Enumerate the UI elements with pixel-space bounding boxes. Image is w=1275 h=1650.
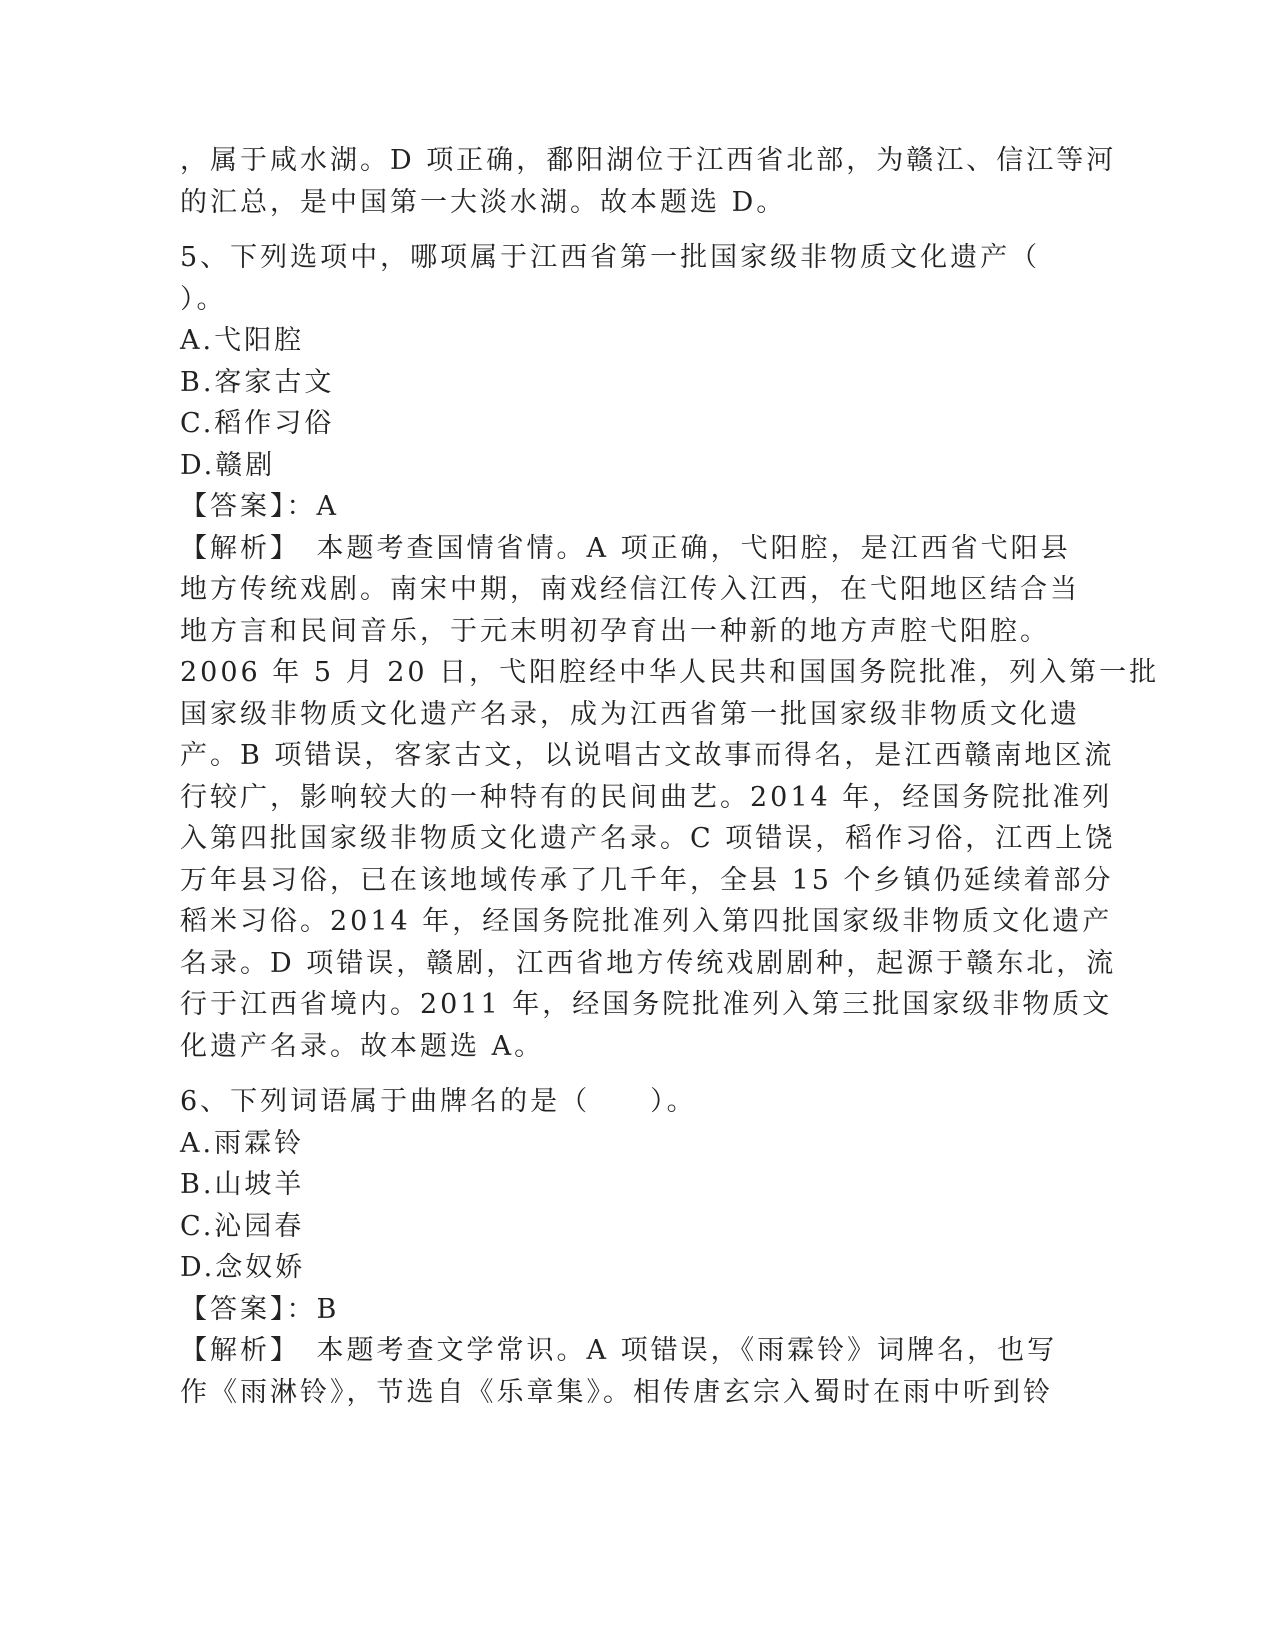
analysis-line: 【解析】 本题考查国情省情。A 项正确，弋阳腔，是江西省弋阳县 — [180, 532, 1071, 564]
option-a: A.弋阳腔 — [180, 325, 305, 356]
question-stem: 5、下列选项中，哪项属于江西省第一批国家级非物质文化遗产（ — [180, 242, 1041, 273]
analysis-line: 行较广，影响较大的一种特有的民间曲艺。2014 年，经国务院批准列 — [180, 781, 1113, 813]
option-b: B.山坡羊 — [180, 1169, 305, 1200]
question-stem: 6、下列词语属于曲牌名的是（ ）。 — [180, 1086, 697, 1117]
analysis-block — [180, 1330, 1058, 1413]
analysis-line: 作《雨淋铃》，节选自《乐章集》。相传唐玄宗入蜀时在雨中听到铃 — [180, 1376, 1053, 1408]
analysis-line: 产。B 项错误，客家古文，以说唱古文故事而得名，是江西赣南地区流 — [180, 740, 1115, 771]
text-line: ，属于咸水湖。D 项正确，鄱阳湖位于江西省北部，为赣江、信江等河 — [180, 145, 1117, 176]
analysis-line: 化遗产名录。故本题选 A。 — [180, 1030, 545, 1062]
spacer — [180, 1067, 1040, 1081]
option-b: B.客家古文 — [180, 366, 335, 398]
analysis-line: 万年县习俗，已在该地域传承了几千年，全县 15 个乡镇仍延续着部分 — [180, 864, 1114, 896]
option-c: C.稻作习俗 — [180, 408, 335, 439]
text-line: 的汇总，是中国第一大淡水湖。故本题选 D。 — [180, 186, 787, 218]
analysis-line: 地方言和民间音乐，于元末明初孕育出一种新的地方声腔弋阳腔。 — [180, 615, 1050, 647]
analysis-line: 行于江西省境内。2011 年，经国务院批准列入第三批国家级非物质文 — [180, 989, 1113, 1020]
analysis-line: 名录。D 项错误，赣剧，江西省地方传统戏剧剧种，起源于赣东北，流 — [180, 947, 1117, 979]
option-c: C.沁园春 — [180, 1210, 305, 1242]
answer-line: 【答案】：A — [180, 491, 339, 522]
analysis-line: 2006 年 5 月 20 日，弋阳腔经中华人民共和国国务院批准，列入第一批 — [180, 657, 1160, 688]
answer-line: 【答案】：B — [180, 1293, 340, 1325]
analysis-line: 地方传统戏剧。南宋中期，南戏经信江传入江西，在弋阳地区结合当 — [180, 574, 1080, 605]
analysis-line: 国家级非物质文化遗产名录，成为江西省第一批国家级非物质文化遗 — [180, 698, 1080, 730]
option-d: D.赣剧 — [180, 449, 276, 481]
option-a: A.雨霖铃 — [180, 1127, 305, 1159]
option-d: D.念奴娇 — [180, 1252, 306, 1283]
document-page — [180, 140, 1160, 1413]
question-6 — [180, 1081, 1058, 1413]
analysis-line: 【解析】 本题考查文学常识。A 项错误，《雨霖铃》词牌名，也写 — [180, 1335, 1058, 1366]
analysis-line: 入第四批国家级非物质文化遗产名录。C 项错误，稻作习俗，江西上饶 — [180, 823, 1116, 854]
previous-explanation-continuation — [180, 140, 1117, 223]
analysis-block — [180, 528, 1160, 1068]
spacer — [180, 223, 1040, 237]
question-5 — [180, 237, 1160, 1067]
question-stem: ）。 — [180, 283, 227, 315]
analysis-line: 稻米习俗。2014 年，经国务院批准列入第四批国家级非物质文化遗产 — [180, 906, 1113, 937]
